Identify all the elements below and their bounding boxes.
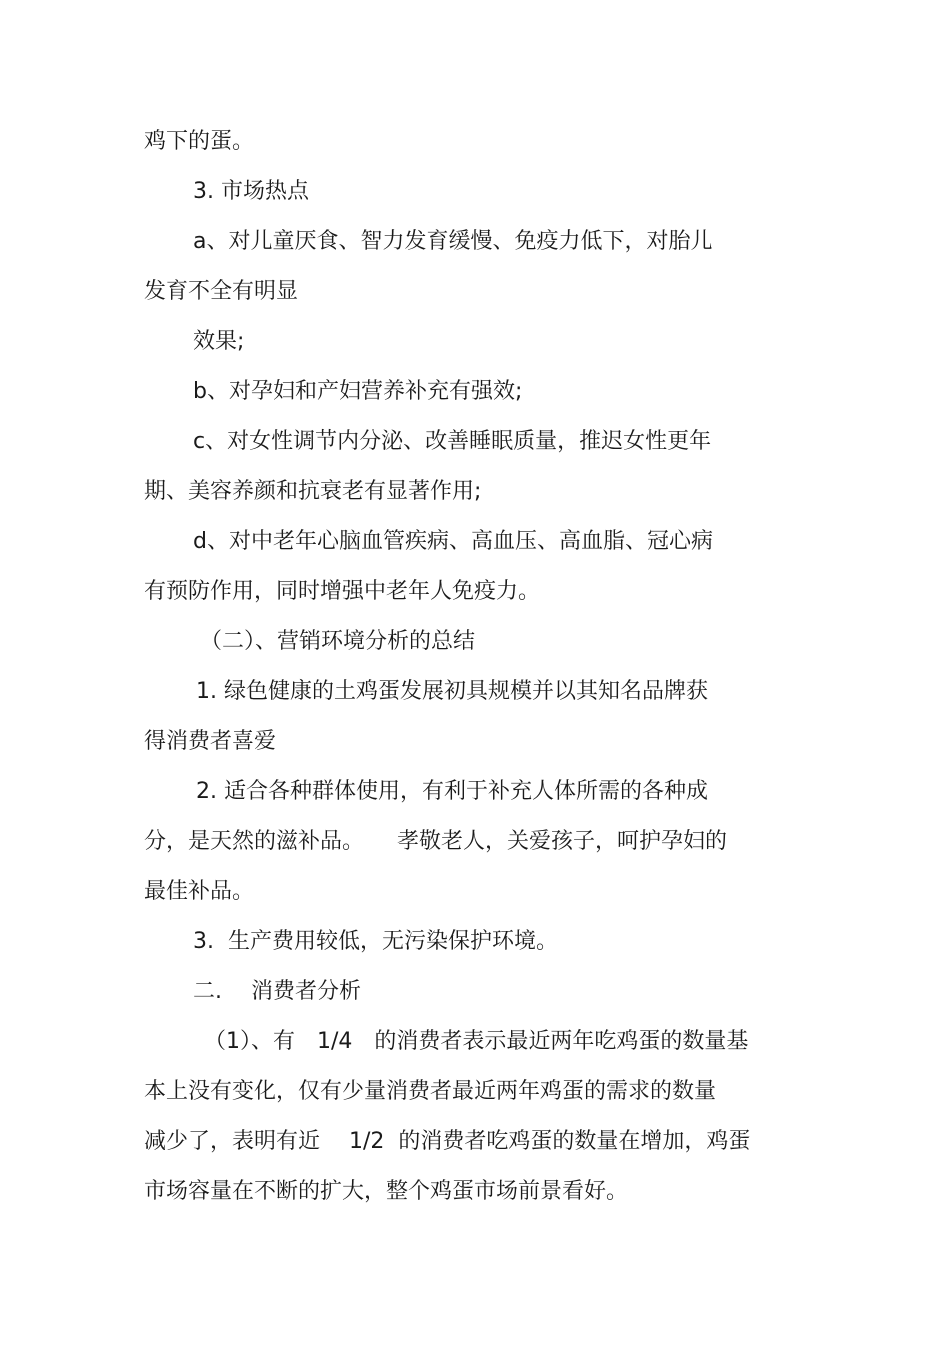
section-heading: 3. 市场热点	[193, 179, 309, 204]
text-line: d、对中老年心脑血管疾病、高血压、高血脂、冠心病	[193, 529, 713, 554]
text-line: 1. 绿色健康的土鸡蛋发展初具规模并以其知名品牌获	[196, 679, 708, 704]
text-line: 市场容量在不断的扩大，整个鸡蛋市场前景看好。	[144, 1179, 629, 1204]
text-line: 2. 适合各种群体使用，有利于补充人体所需的各种成	[196, 779, 708, 804]
text-line: （1）、有 1/4 的消费者表示最近两年吃鸡蛋的数量基	[204, 1029, 749, 1054]
text-line: 分，是天然的滋补品。 孝敬老人，关爱孩子，呵护孕妇的	[144, 829, 728, 854]
text-line: 3. 生产费用较低，无污染保护环境。	[193, 929, 558, 954]
text-line: 有预防作用，同时增强中老年人免疫力。	[144, 579, 541, 604]
section-heading: 二. 消费者分析	[193, 979, 361, 1004]
text-line: 效果;	[193, 329, 245, 354]
text-line: 减少了，表明有近 1/2 的消费者吃鸡蛋的数量在增加，鸡蛋	[144, 1129, 751, 1154]
text-line: b、对孕妇和产妇营养补充有强效;	[193, 379, 523, 404]
text-line: 本上没有变化，仅有少量消费者最近两年鸡蛋的需求的数量	[144, 1079, 717, 1104]
text-line: 最佳补品。	[144, 879, 255, 904]
text-line: 期、美容养颜和抗衰老有显著作用;	[144, 479, 482, 504]
text-line: 发育不全有明显	[144, 279, 299, 304]
text-line: c、对女性调节内分泌、改善睡眠质量，推迟女性更年	[193, 429, 712, 454]
section-heading: （二）、营销环境分析的总结	[200, 629, 476, 654]
text-line: 鸡下的蛋。	[144, 129, 255, 154]
text-line: 得消费者喜爱	[144, 729, 277, 754]
text-line: a、对儿童厌食、智力发育缓慢、免疫力低下，对胎儿	[193, 229, 713, 254]
